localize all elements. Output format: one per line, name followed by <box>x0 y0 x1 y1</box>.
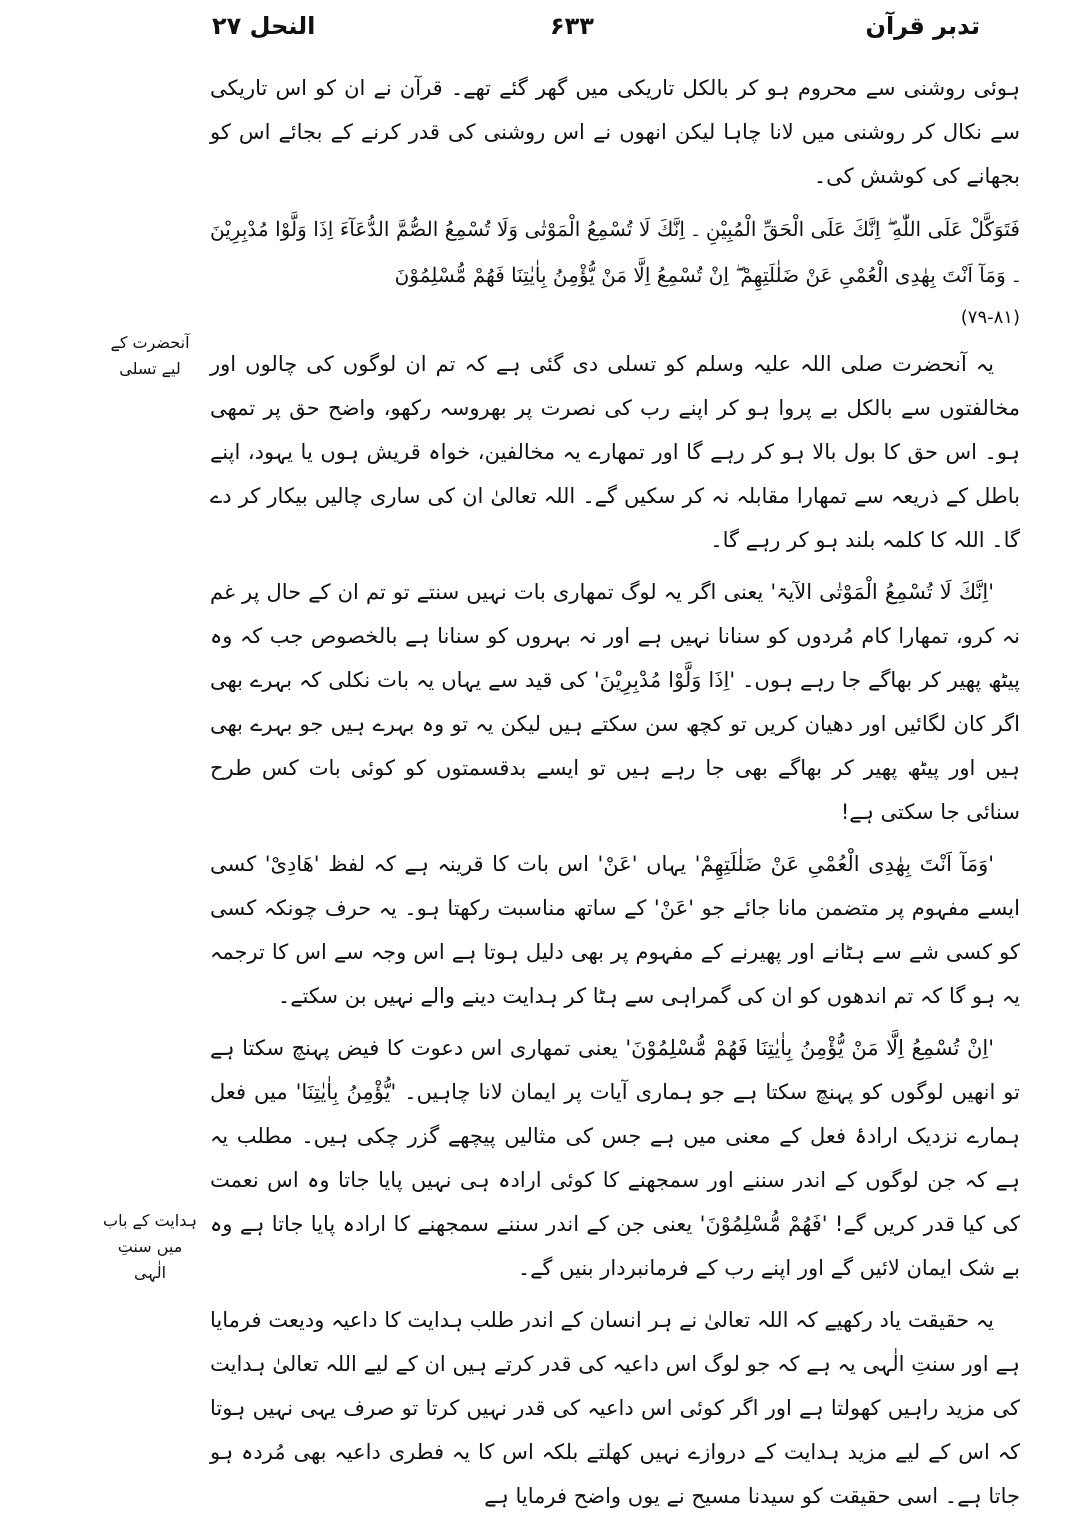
paragraph-blind: 'وَمَآ اَنْتَ بِهٰدِى الْعُمْىِ عَنْ ضَلٰلَتِهِمْ' یہاں 'عَنْ' اس بات کا قرینہ ہے کہ لفظ 'ھَادِیْ' کسی ایسے مفہوم پر متضمن مانا جائے جو 'عَنْ' کے ساتھ مناسبت رکھتا ہو۔ یہ حرف چونکہ کسی کو کسی شے سے ہٹانے اور پھیرنے کے مفہوم پر بھی دلیل ہوتا ہے اس وجہ سے اس کا ترجمہ یہ ہو گا کہ تم اندھوں کو ان کی گمراہی سے ہٹا کر ہدایت دینے والے نہیں بن سکتے۔ <box>210 852 1020 1008</box>
paragraph-deaf: 'اِنَّكَ لَا تُسْمِعُ الْمَوْتٰى الآیۃ' یعنی اگر یہ لوگ تمھاری بات نہیں سنتے تو تم ان کے حال پر غم نہ کرو، تمھارا کام مُردوں کو سنانا نہیں ہے اور نہ بہروں کو سنانا ہے بالخصوص جب کہ وہ پیٹھ پھیر کر بھاگے جا رہے ہوں۔ 'اِذَا وَلَّوْا مُدْبِرِيْنَ' کی قید سے یہاں یہ بات نکلی کہ بہرے بھی اگر کان لگائیں اور دھیان کریں تو کچھ سن سکتے ہیں لیکن یہ تو وہ بہرے ہیں جو بہرے بھی ہیں اور پیٹھ پھیر کر بھاگے بھی جا رہے ہیں تو ایسے بدقسمتوں کو کوئی بات کس طرح سنائی جا سکتی ہے! <box>210 580 1020 824</box>
book-title: تدبر قرآن <box>865 12 980 40</box>
margin-note-sunnah: ہدایت کے باب میں سنتِ الٰہی <box>103 1211 197 1282</box>
paragraph-intro: ہوئی روشنی سے محروم ہو کر بالکل تاریکی میں گھر گئے تھے۔ قرآن نے ان کو اس تاریکی سے نکال کر روشنی میں لانا چاہا لیکن انھوں نے اس روشنی کی قدر کرنے کے بجائے اس کو بجھانے کی کوشش کی۔ <box>210 76 1020 188</box>
margin-note-consolation: آنحضرت کے لیے تسلی <box>110 333 190 378</box>
paragraph-consolation: یہ آنحضرت صلی اللہ علیہ وسلم کو تسلی دی گئی ہے کہ تم ان لوگوں کی چالوں اور مخالفتوں سے بالکل بے پروا ہو کر اپنے رب کی نصرت پر بھروسہ رکھو، واضح حق پر تمھی ہو۔ اس حق کا بول بالا ہو کر رہے گا اور تمھارے یہ مخالفین، خواہ قریش ہوں یا یہود، اپنے باطل کے ذریعہ سے تمھارا مقابلہ نہ کر سکیں گے۔ اللہ تعالیٰ ان کی ساری چالیں بیکار کر دے گا۔ اللہ کا کلمہ بلند ہو کر رہے گا۔ <box>210 352 1020 552</box>
page-number: ۶۳۳ <box>550 12 594 40</box>
quran-verse: فَتَوَكَّلْ عَلَى اللّٰهِ ۖ اِنَّكَ عَلَى الْحَقِّ الْمُبِيْنِ ۔ اِنَّكَ لَا تُسْمِعُ الْمَوْتٰى وَلَا تُسْمِعُ الصُّمَّ الدُّعَآءَ اِذَا وَلَّوْا مُدْبِرِيْنَ ۔ وَمَآ اَنْتَ بِهٰدِى الْعُمْىِ عَنْ ضَلٰلَتِهِمْ ۖ اِنْ تُسْمِعُ اِلَّا مَنْ يُّؤْمِنُ بِاٰيٰتِنَا فَهُمْ مُّسْلِمُوْنَ <box>210 217 1020 287</box>
verse-reference: (۷۹-۸۱) <box>960 307 1020 328</box>
page-header <box>200 6 980 56</box>
paragraph-believers: 'اِنْ تُسْمِعُ اِلَّا مَنْ يُّؤْمِنُ بِاٰيٰتِنَا فَهُمْ مُّسْلِمُوْنَ' یعنی تمھاری اس دعوت کا فیض پہنچ سکتا ہے تو انھیں لوگوں کو پہنچ سکتا ہے جو ہماری آیات پر ایمان لانا چاہیں۔ 'يُّؤْمِنُ بِاٰيٰتِنَا' میں فعل ہمارے نزدیک ارادۂ فعل کے معنی میں ہے جس کی مثالیں پیچھے گزر چکی ہیں۔ مطلب یہ ہے کہ جن لوگوں کے اندر سننے اور سمجھنے کا کوئی ارادہ ہی نہیں پایا جاتا وہ اس نعمت کی کیا قدر کریں گے! 'فَهُمْ مُّسْلِمُوْنَ' یعنی جن کے اندر سننے سمجھنے کا ارادہ پایا جاتا ہے وہ بے شک ایمان لائیں گے اور اپنے رب کے فرمانبردار بنیں گے۔ <box>210 1036 1020 1280</box>
main-text <box>210 66 1020 1526</box>
surah-name: النحل ۲۷ <box>212 12 316 40</box>
paragraph-sunnah: یہ حقیقت یاد رکھیے کہ اللہ تعالیٰ نے ہر انسان کے اندر طلب ہدایت کا داعیہ ودیعت فرمایا ہے اور سنتِ الٰہی یہ ہے کہ جو لوگ اس داعیہ کی قدر کرتے ہیں ان کے لیے اللہ تعالیٰ ہدایت کی مزید راہیں کھولتا ہے اور اگر کوئی اس داعیہ کی قدر نہیں کرتا تو صرف یہی نہیں ہوتا کہ اس کے لیے مزید ہدایت کے دروازے نہیں کھلتے بلکہ اس کا یہ فطری داعیہ بھی مُردہ ہو جاتا ہے۔ اسی حقیقت کو سیدنا مسیح نے یوں واضح فرمایا ہے <box>210 1308 1020 1508</box>
